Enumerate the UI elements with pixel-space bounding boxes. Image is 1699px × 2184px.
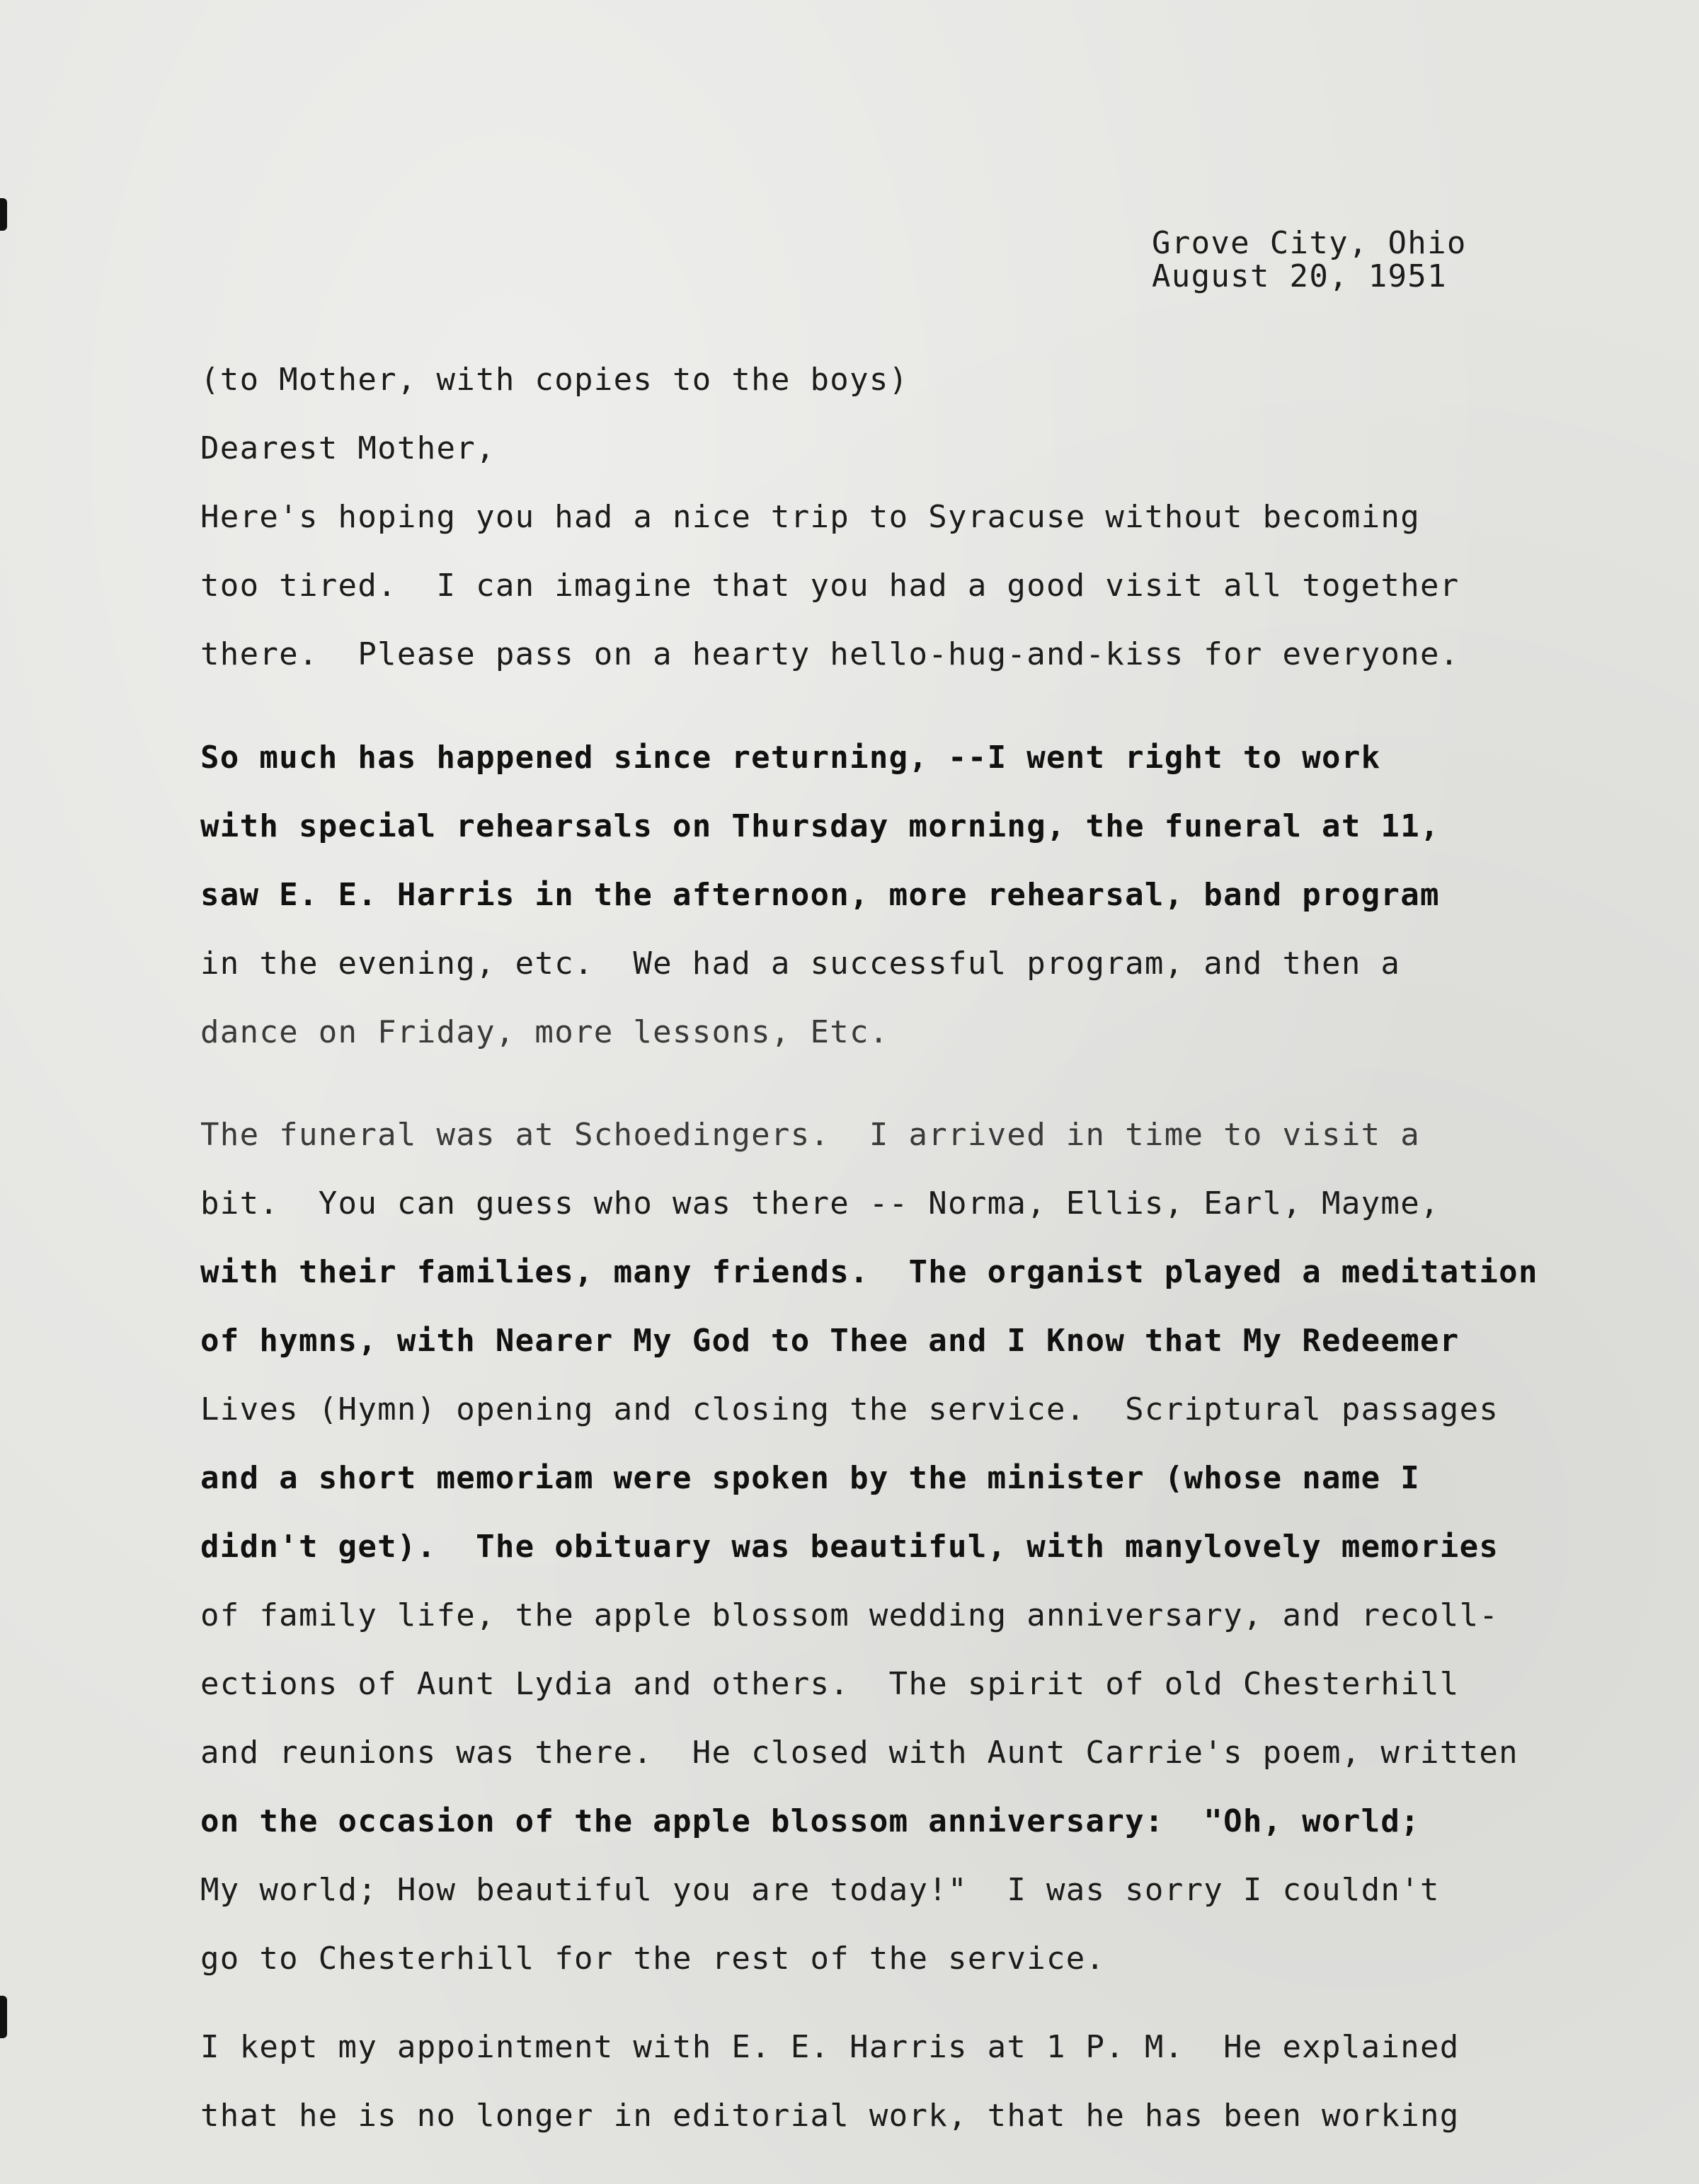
paragraph-line: My world; How beautiful you are today!" I was sorry I couldn't bbox=[200, 1872, 1440, 1908]
binding-mark bbox=[0, 198, 7, 231]
paragraph-line: dance on Friday, more lessons, Etc. bbox=[200, 1014, 889, 1050]
paragraph-line: bit. You can guess who was there -- Norma, Ellis, Earl, Mayme, bbox=[200, 1185, 1440, 1222]
paragraph-line: The funeral was at Schoedingers. I arrived in time to visit a bbox=[200, 1117, 1420, 1153]
paragraph-line: with their families, many friends. The organist played a meditation bbox=[200, 1254, 1538, 1290]
binding-mark bbox=[0, 1996, 7, 2038]
distribution-note: (to Mother, with copies to the boys) bbox=[200, 362, 909, 398]
paragraph-line: I kept my appointment with E. E. Harris at 1 P. M. He explained bbox=[200, 2029, 1460, 2065]
paragraph-line: and a short memoriam were spoken by the minister (whose name I bbox=[200, 1460, 1420, 1496]
paragraph-line: too tired. I can imagine that you had a good visit all together bbox=[200, 568, 1460, 604]
letter-date: August 20, 1951 bbox=[1152, 258, 1447, 294]
paragraph-line: saw E. E. Harris in the afternoon, more rehearsal, band program bbox=[200, 877, 1440, 913]
paragraph-line: Here's hoping you had a nice trip to Syracuse without becoming bbox=[200, 499, 1420, 535]
paragraph-line: Lives (Hymn) opening and closing the service. Scriptural passages bbox=[200, 1391, 1499, 1427]
paragraph-line: go to Chesterhill for the rest of the service. bbox=[200, 1941, 1106, 1977]
paragraph-line: that he is no longer in editorial work, that he has been working bbox=[200, 2098, 1460, 2134]
paragraph-line: didn't get). The obituary was beautiful, with manylovely memories bbox=[200, 1529, 1499, 1565]
salutation: Dearest Mother, bbox=[200, 430, 496, 466]
paragraph-line: on the occasion of the apple blossom anniversary: "Oh, world; bbox=[200, 1803, 1420, 1839]
paragraph-line: with special rehearsals on Thursday morning, the funeral at 11, bbox=[200, 808, 1440, 844]
paragraph-line: So much has happened since returning, --I went right to work bbox=[200, 740, 1381, 776]
paragraph-line: of hymns, with Nearer My God to Thee and I Know that My Redeemer bbox=[200, 1323, 1460, 1359]
paragraph-line: there. Please pass on a hearty hello-hug-and-kiss for everyone. bbox=[200, 636, 1460, 672]
paragraph-line: and reunions was there. He closed with Aunt Carrie's poem, written bbox=[200, 1735, 1518, 1771]
letter-place: Grove City, Ohio bbox=[1152, 225, 1467, 261]
paragraph-line: of family life, the apple blossom wedding anniversary, and recoll- bbox=[200, 1597, 1499, 1633]
paragraph-line: in the evening, etc. We had a successful program, and then a bbox=[200, 946, 1401, 982]
paragraph-line: ections of Aunt Lydia and others. The spirit of old Chesterhill bbox=[200, 1666, 1460, 1702]
